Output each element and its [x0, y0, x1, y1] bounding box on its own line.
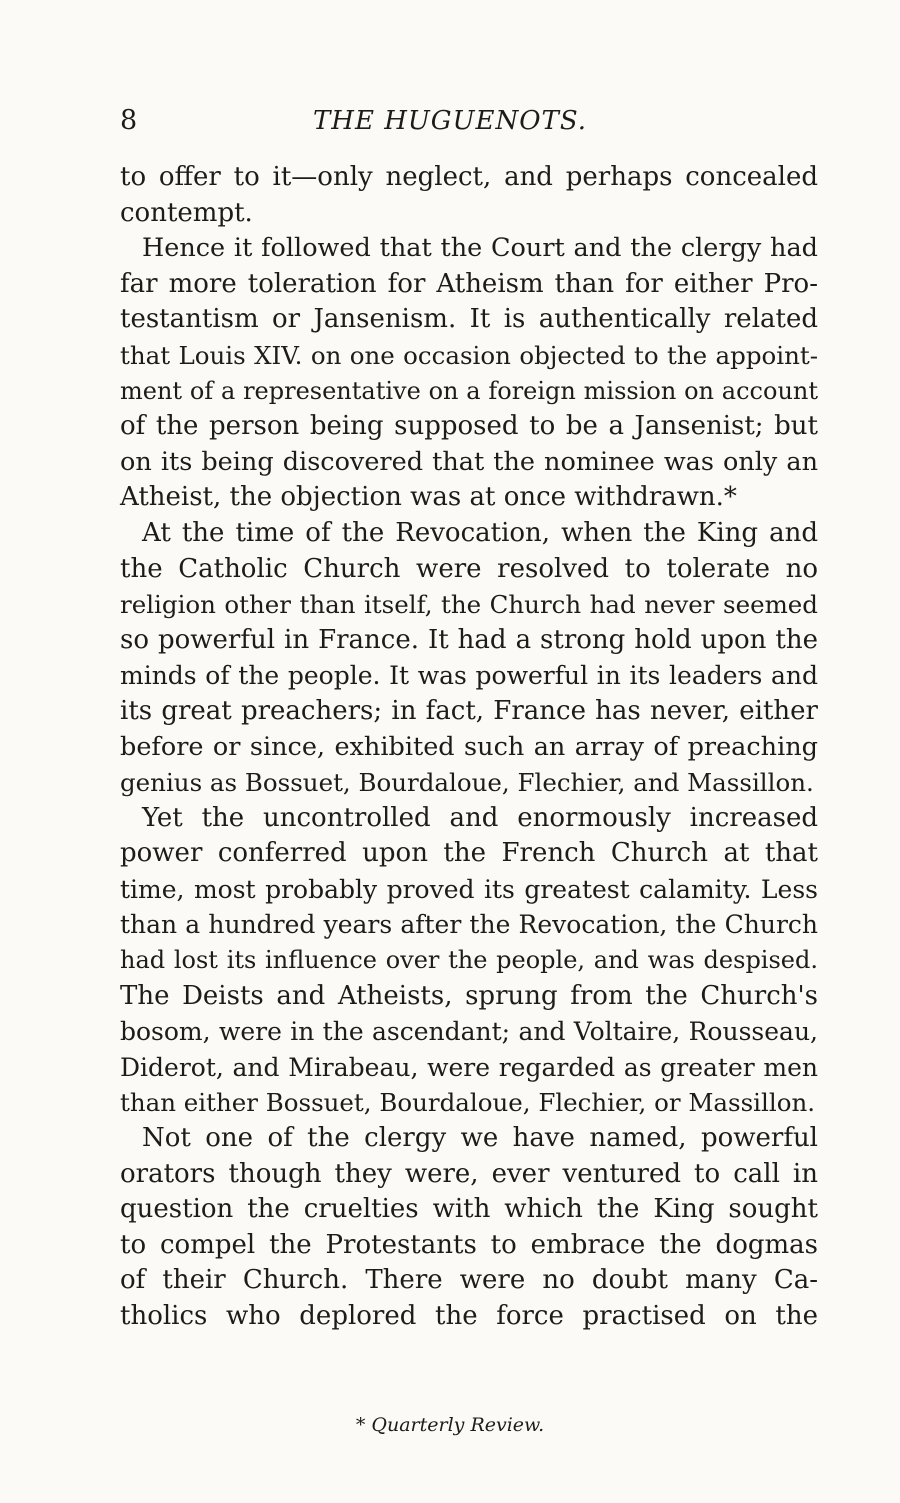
text-line: its great preachers; in fact, France has never, either — [120, 695, 818, 726]
text-line: question the cruelties with which the King sought — [120, 1194, 818, 1225]
text-line: bosom, were in the ascendant; and Voltaire, Rousseau, — [120, 1017, 818, 1047]
text-line: At the time of the Revocation, when the King and — [142, 517, 818, 548]
footnote: * Quarterly Review. — [355, 1414, 545, 1436]
text-line: Hence it followed that the Court and the clergy had — [142, 233, 818, 264]
text-line: Yet the uncontrolled and enormously increased — [142, 802, 818, 833]
running-title: THE HUGUENOTS. — [312, 106, 588, 136]
text-line: time, most probably proved its greatest calamity. Less — [120, 874, 818, 904]
text-line: genius as Bossuet, Bourdaloue, Flechier, and Massillon. — [120, 768, 814, 798]
text-line: The Deists and Atheists, sprung from the Church's — [120, 980, 818, 1011]
text-line: to offer to it—only neglect, and perhaps concealed — [120, 162, 818, 192]
text-line: so powerful in France. It had a strong hold upon the — [120, 624, 818, 655]
text-line: testantism or Jansenism. It is authentically related — [120, 304, 818, 335]
text-line: contempt. — [120, 197, 253, 228]
text-line: on its being discovered that the nominee was only an — [120, 446, 818, 477]
text-line: the Catholic Church were resolved to tolerate no — [120, 553, 818, 584]
text-line: had lost its influence over the people, and was despised. — [120, 946, 818, 975]
text-line: minds of the people. It was powerful in its leaders and — [120, 661, 818, 691]
text-line: before or since, exhibited such an array of preaching — [120, 731, 818, 762]
text-line: of their Church. There were no doubt many Ca- — [120, 1265, 818, 1296]
text-line: Not one of the clergy we have named, powerful — [142, 1123, 818, 1154]
text-line: of the person being supposed to be a Jansenist; but — [120, 411, 818, 442]
text-line: power conferred upon the French Church at that — [120, 838, 818, 869]
text-line: than either Bossuet, Bourdaloue, Flechier, or Massillon. — [120, 1088, 816, 1118]
text-line: religion other than itself, the Church had never seemed — [120, 590, 818, 620]
page-header — [0, 101, 900, 141]
text-line: tholics who deplored the force practised on the — [120, 1301, 818, 1331]
text-line: that Louis XIV. on one occasion objected to the appoint- — [120, 340, 818, 370]
text-line: than a hundred years after the Revocation, the Church — [120, 910, 818, 940]
page-number: 8 — [120, 105, 138, 136]
text-line: ment of a representative on a foreign mission on account — [120, 376, 818, 405]
body-text — [120, 160, 818, 1335]
text-line: Atheist, the objection was at once withdrawn.* — [120, 482, 737, 513]
text-line: far more toleration for Atheism than for either Pro- — [120, 268, 818, 299]
text-line: to compel the Protestants to embrace the dogmas — [120, 1229, 818, 1260]
text-line: orators though they were, ever ventured to call in — [120, 1158, 818, 1189]
text-line: Diderot, and Mirabeau, were regarded as greater men — [120, 1052, 818, 1082]
